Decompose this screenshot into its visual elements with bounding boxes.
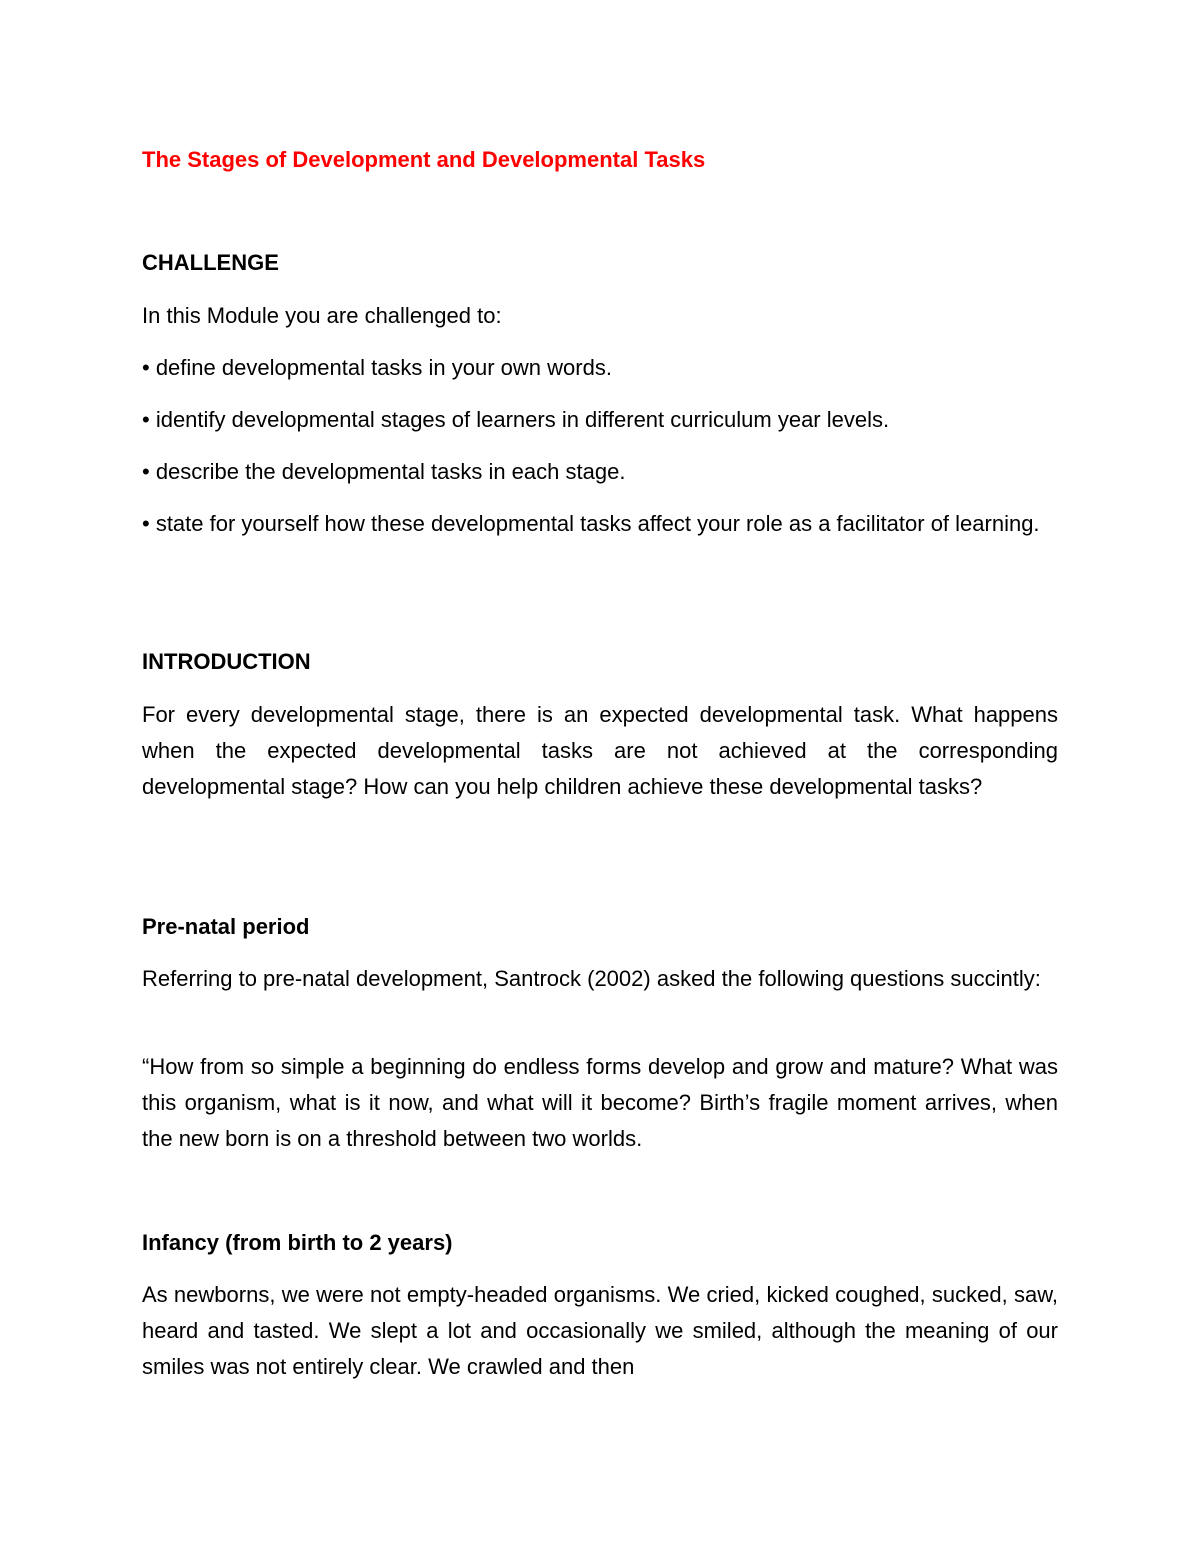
introduction-paragraph: For every developmental stage, there is an expected developmental task. What happens when the expected developmental tasks are not achieved at the corresponding developmental stage? How can you help children achieve these developmental tasks? [142, 702, 1058, 799]
challenge-heading: CHALLENGE [142, 250, 279, 275]
infancy-paragraph: As newborns, we were not empty-headed organisms. We cried, kicked coughed, sucked, saw, heard and tasted. We slept a lot and occasionally we smiled, although the meaning of our smiles was not entirely clear. We crawled and then [142, 1282, 1058, 1379]
challenge-bullet-3: • describe the developmental tasks in each stage. [142, 459, 626, 484]
document-title: The Stages of Development and Developmental Tasks [142, 147, 706, 172]
prenatal-quote: “How from so simple a beginning do endless forms develop and grow and mature? What was this organism, what is it now, and what will it become? Birth’s fragile moment arrives, when the new born is on a threshold between two worlds. [142, 1054, 1058, 1151]
challenge-intro: In this Module you are challenged to: [142, 303, 502, 328]
infancy-heading: Infancy (from birth to 2 years) [142, 1230, 453, 1255]
prenatal-paragraph-1: Referring to pre-natal development, Santrock (2002) asked the following questions succintly: [142, 966, 1041, 991]
challenge-bullet-1: • define developmental tasks in your own words. [142, 355, 612, 380]
introduction-heading: INTRODUCTION [142, 649, 311, 674]
challenge-bullet-4: • state for yourself how these developmental tasks affect your role as a facilitator of learning. [142, 511, 1040, 536]
challenge-bullet-2: • identify developmental stages of learners in different curriculum year levels. [142, 407, 890, 432]
prenatal-heading: Pre-natal period [142, 914, 310, 939]
